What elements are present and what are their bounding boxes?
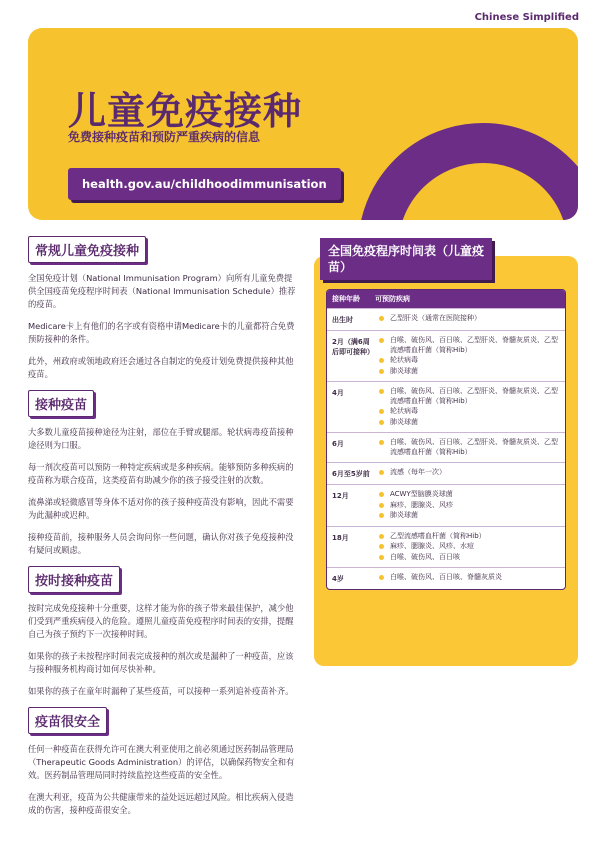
column-header-age: 接种年龄 (332, 295, 360, 303)
table-row (327, 567, 565, 589)
vaccine-text: 白喉、破伤风、百日咳、脊髓灰质炎 (390, 573, 502, 581)
section-on-time (28, 566, 296, 698)
age-cell: 2月（满6周后即可接种） (332, 338, 374, 356)
website-link[interactable]: health.gov.au/childhoodimmunisation (68, 168, 341, 200)
paragraph: 大多数儿童疫苗接种途径为注射，部位在手臂或腿部。轮状病毒疫苗接种途径则为口服。 (28, 427, 294, 450)
table-row (327, 330, 565, 381)
vaccine-item (375, 468, 561, 478)
vaccine-text: 肺炎球菌 (390, 511, 418, 519)
bullet-icon (379, 389, 384, 394)
schedule-title: 全国免疫程序时间表（儿童疫苗） (320, 238, 492, 280)
table-row (327, 462, 565, 484)
bullet-icon (379, 409, 384, 414)
vaccine-item (375, 438, 561, 457)
vaccine-item (375, 314, 561, 324)
table-body (327, 308, 565, 589)
section-heading: 接种疫苗 (28, 390, 94, 417)
table-row (327, 484, 565, 526)
age-cell: 6月至5岁前 (332, 470, 370, 478)
vaccine-list (375, 309, 565, 330)
hero-banner (28, 28, 578, 220)
paragraph: 全国免疫计划（National Immunisation Program）向所有儿童免费提供全国疫苗免疫程序时间表（National Immunisation Schedule）推荐的疫苗。 (28, 273, 296, 309)
vaccine-text: 轮状病毒 (390, 356, 418, 364)
bullet-icon (379, 575, 384, 580)
vaccine-text: 流感（每年一次） (390, 468, 446, 476)
table-header (327, 290, 565, 308)
vaccine-text: 肺炎球菌 (390, 366, 418, 375)
bullet-icon (379, 358, 384, 363)
vaccine-item (375, 542, 561, 552)
page-subtitle: 免费接种疫苗和预防严重疾病的信息 (68, 130, 261, 144)
paragraph: 接种疫苗前，接种服务人员会询问你一些问题，确认你对孩子免疫接种没有疑问或顾虑。 (28, 532, 294, 555)
bullet-icon (379, 420, 384, 425)
vaccine-list (375, 331, 565, 381)
column-header-disease: 可预防疾病 (375, 295, 410, 303)
vaccine-item (375, 511, 561, 521)
vaccine-item (375, 553, 561, 563)
vaccine-text: 乙型肝炎（通常在医院接种） (390, 314, 481, 322)
paragraph: 每一剂次疫苗可以预防一种特定疾病或是多种疾病。能够预防多种疾病的疫苗称为联合疫苗，这类疫苗有助减少你的孩子接受注射的次数。 (28, 462, 294, 485)
bullet-icon (379, 503, 384, 508)
table-row (327, 381, 565, 432)
paragraph: Medicare卡上有他们的名字或有资格申请Medicare卡的儿童都符合免费预防接种的条件。 (28, 321, 295, 344)
paragraph: 如果你的孩子未按程序时间表完成接种的剂次或是漏种了一种疫苗，应该与接种服务机构商讨如何尽快补种。 (28, 651, 294, 674)
vaccine-item (375, 407, 561, 417)
bullet-icon (379, 440, 384, 445)
vaccine-list (375, 463, 565, 484)
bullet-icon (379, 544, 384, 549)
section-heading: 常规儿童免疫接种 (28, 236, 146, 263)
bullet-icon (379, 369, 384, 374)
vaccine-item (375, 490, 561, 500)
age-cell: 4月 (332, 389, 344, 397)
table-row (327, 308, 565, 330)
paragraph: 按时完成免疫接种十分重要，这样才能为你的孩子带来最佳保护，减少他们受到严重疾病侵入的危险。遵照儿童疫苗免疫程序时间表的安排，提醒自己为孩子预约下一次接种时间。 (28, 603, 294, 639)
vaccine-list (375, 382, 565, 432)
vaccine-text: 白喉、破伤风、百日咳、乙型肝炎、脊髓灰质炎、乙型流感嗜血杆菌（简称Hib） (390, 336, 558, 354)
paragraph: 流鼻涕或轻微感冒等身体不适对你的孩子接种疫苗没有影响，因此不需要为此漏种或迟种。 (28, 497, 294, 520)
vaccine-text: 白喉、破伤风、百日咳、乙型肝炎、脊髓灰质炎、乙型流感嗜血杆菌（简称Hib） (390, 387, 558, 405)
vaccine-item (375, 573, 561, 583)
language-label: Chinese Simplified (474, 12, 579, 23)
section-safety (28, 707, 296, 817)
vaccine-item (375, 367, 561, 377)
section-heading: 疫苗很安全 (28, 707, 107, 734)
vaccine-list (375, 433, 565, 462)
vaccine-text: 麻疹、腮腺炎、风疹 (390, 500, 453, 509)
vaccine-item (375, 387, 561, 406)
vaccine-text: 麻疹、腮腺炎、风疹、水痘 (390, 542, 474, 550)
info-column (28, 236, 296, 826)
bullet-icon (379, 492, 384, 497)
bullet-icon (379, 513, 384, 518)
page-title: 儿童免疫接种 (68, 89, 303, 133)
bullet-icon (379, 534, 384, 539)
vaccine-text: 肺炎球菌 (390, 417, 418, 426)
section-heading: 按时接种疫苗 (28, 566, 120, 593)
schedule-table (326, 289, 566, 590)
vaccine-text: 乙型流感嗜血杆菌（简称Hib） (390, 531, 486, 540)
paragraph: 任何一种疫苗在获得允许可在澳大利亚使用之前必须通过医药制品管理局（Therapeutic Goods Administration）的评估，以确保药物安全和有效。医药制品管理局同时持续监控这些疫苗的安全性。 (28, 744, 295, 780)
vaccine-text: 轮状病毒 (390, 407, 418, 415)
vaccine-text: ACWY型脑膜炎球菌 (390, 490, 453, 498)
bullet-icon (379, 555, 384, 560)
table-row (327, 432, 565, 462)
vaccine-text: 白喉、破伤风、百日咳、乙型肝炎、脊髓灰质炎、乙型流感嗜血杆菌（简称Hib） (390, 438, 558, 456)
age-cell: 18月 (332, 533, 349, 542)
age-cell: 6月 (332, 440, 344, 448)
vaccine-text: 白喉、破伤风、百日咳 (390, 552, 460, 561)
vaccine-list (375, 568, 565, 589)
paragraph: 在澳大利亚，疫苗为公共健康带来的益处远远超过风险。相比疾病入侵造成的伤害，接种疫苗很安全。 (28, 792, 294, 815)
age-cell: 4岁 (332, 575, 344, 583)
bullet-icon (379, 338, 384, 343)
vaccine-list (375, 485, 565, 526)
section-vaccination (28, 390, 296, 557)
vaccine-item (375, 418, 561, 428)
age-cell: 12月 (332, 492, 349, 500)
bullet-icon (379, 316, 384, 321)
table-row (327, 526, 565, 568)
bullet-icon (379, 470, 384, 475)
age-cell: 出生时 (332, 316, 353, 324)
vaccine-item (375, 532, 561, 542)
vaccine-list (375, 527, 565, 568)
vaccine-item (375, 501, 561, 511)
vaccine-item (375, 356, 561, 366)
paragraph: 如果你的孩子在童年时漏种了某些疫苗，可以接种一系列追补疫苗补齐。 (28, 686, 294, 696)
section-routine (28, 236, 296, 381)
vaccine-item (375, 336, 561, 355)
paragraph: 此外，州政府或领地政府还会通过各自制定的免疫计划免费提供接种其他疫苗。 (28, 356, 294, 379)
